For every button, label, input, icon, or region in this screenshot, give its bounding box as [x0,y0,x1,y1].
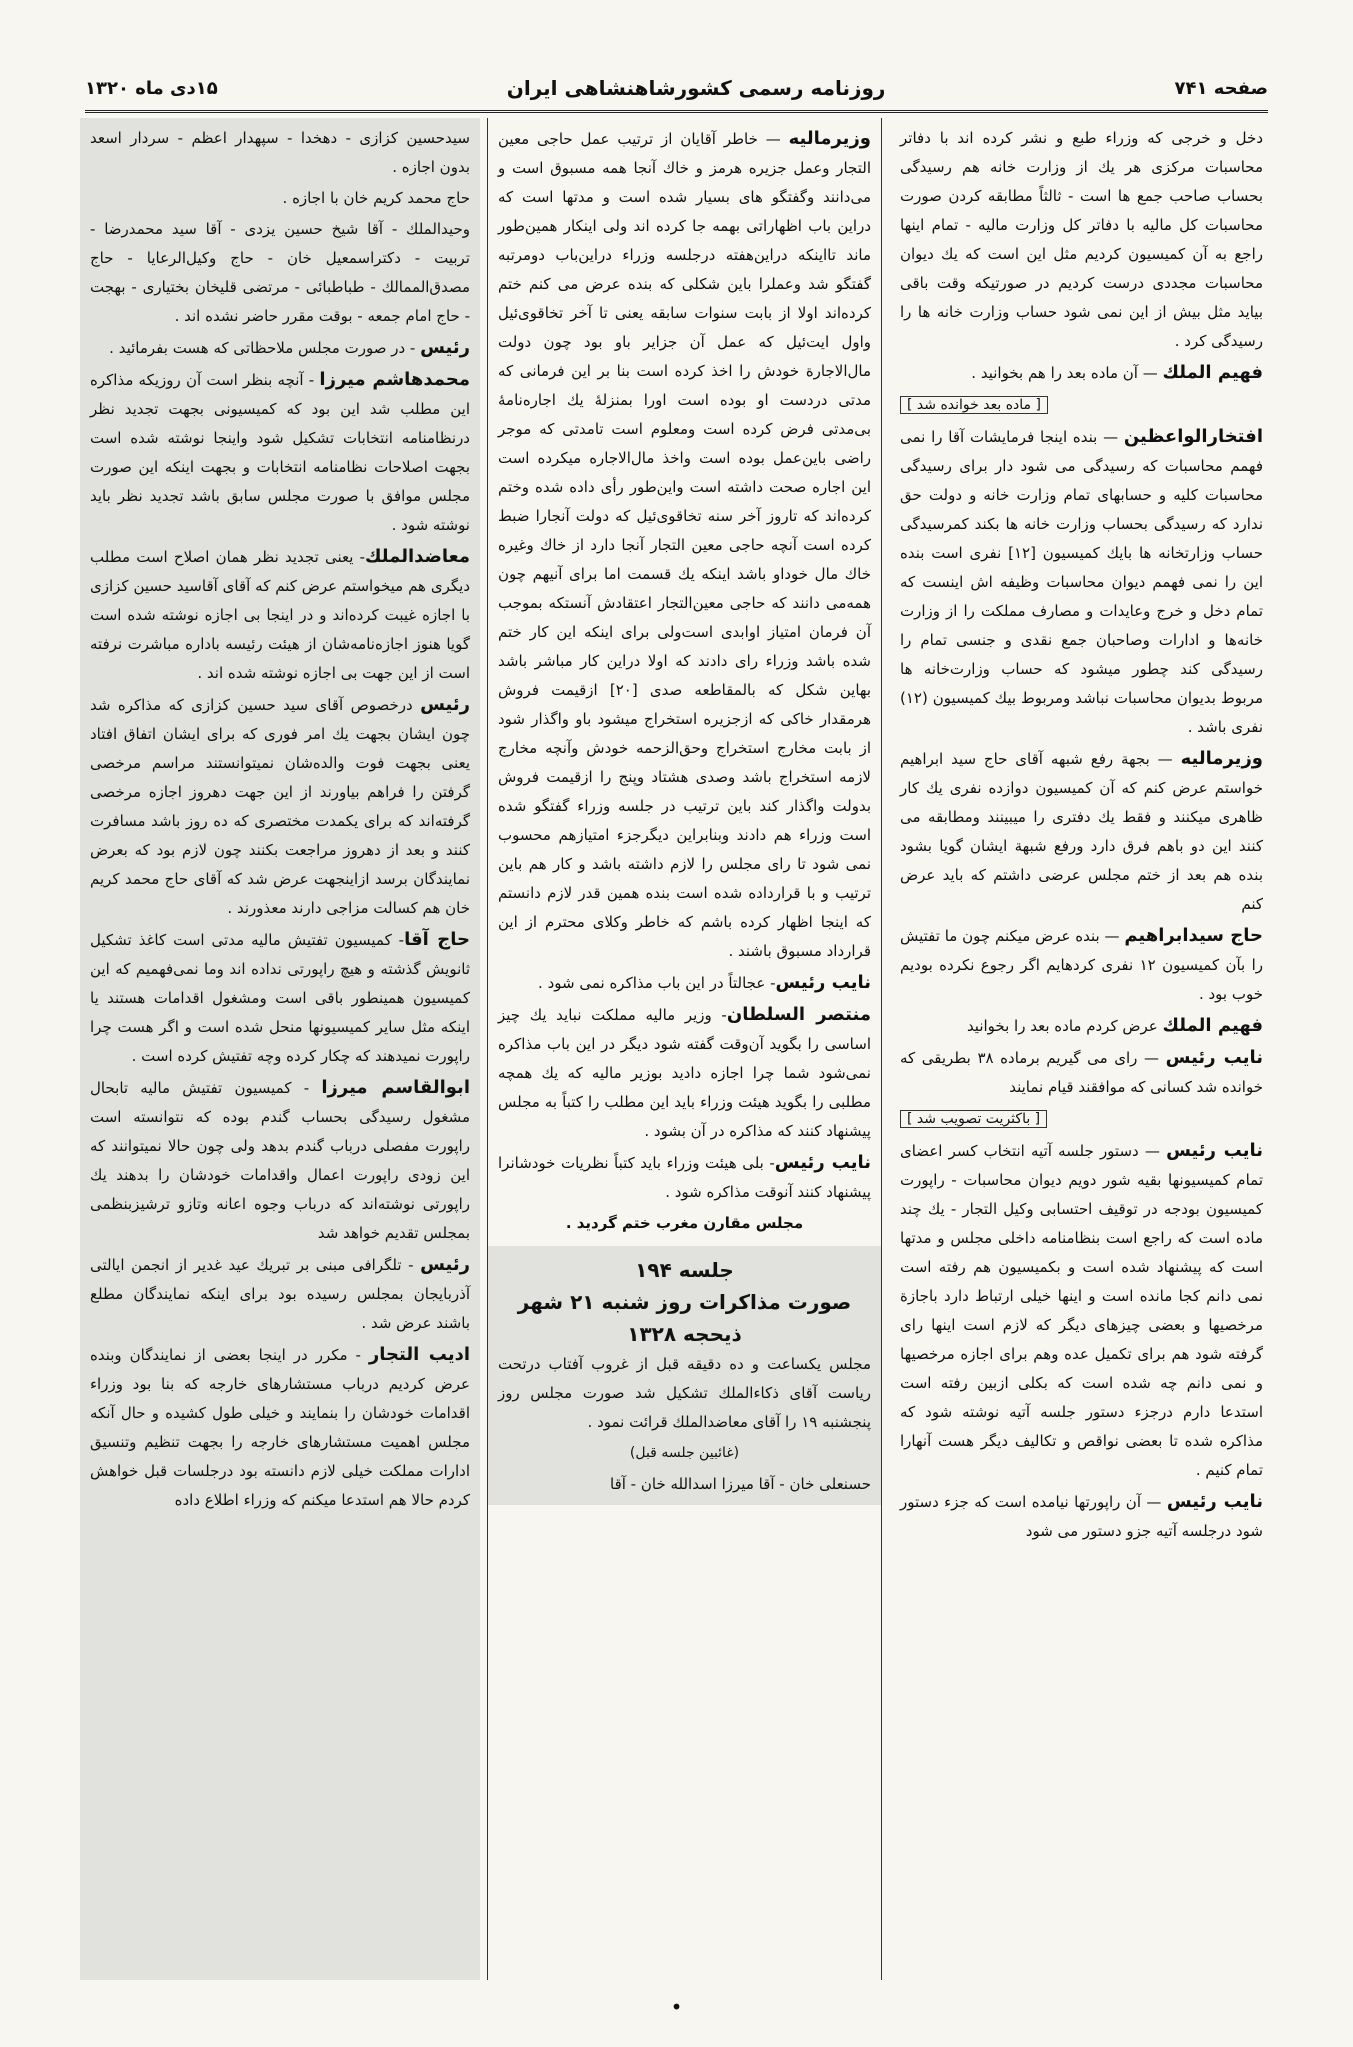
bracket-note-text: [ باکثریت تصویب شد ] [900,1110,1047,1128]
text-paragraph: وحیدالملك - آقا شیخ حسین یزدی - آقا سید محمدرضا - تربیت - دکتراسمعیل خان - حاج وکیل‌الرعایا - حاج مصدق‌الممالك - طباطبائی - مرتضی قلیخان بختیاری - بهجت - حاج امام جمعه - بوقت مقرر حاضر نشده اند . [90,220,470,325]
speech-paragraph [498,1000,871,1146]
speaker-name: وزیرمالیه [1180,748,1263,769]
speech-paragraph [90,690,470,923]
speech-text: — دستور جلسه آتیه انتخاب کسر اعضای تمام کمیسیونها بقیه شور دویم دیوان محاسبات - راپورت کمیسیون بودجه در توقیف احتسابی وکیل التجار - یك چند ماده است که راجع است بنظامنامه داخلی مجلس و مدتها است که پیشنهاد شده است و بکمیسیون هم رفته است نمی دانم کجا مانده است و اینها خیلی ارتباط دارد باجازة مرخصیها و بعضی چیزهای دیگر که لازم است اینها رای گرفته شود هم برای تکمیل عده وهم برای اجازه مرخصیها و نمی دانم چه شده است که بکلی ازبین رفته است استدعا دارم درجزء دستور جلسه آتیه نوشته شود که مذاکره شده تا بعضی نواقص و تکالیف دیگر هست آنهارا تمام کنیم . [900,1142,1263,1479]
speech-text: - کمیسیون تفتیش مالیه تابحال مشغول رسیدگی بحساب گندم بوده که نتوانسته است راپورت مفصلی درباب گندم بدهد ولی چون حالا نمیتوانند که این زودی راپورت اعمال واقدامات خودشان را بدهند یك راپورتی نوشته‌اند که درباب وجوه اعانه وتازو ترشیزبنظمی بمجلس تقدیم خواهد شد [90,1079,470,1242]
speech-paragraph [900,744,1263,919]
speech-paragraph [900,1136,1263,1485]
speech-text: — آن راپورتها نیامده است که جزء دستور شود درجلسه آتیه جزو دستور می شود [900,1493,1263,1540]
text-paragraph: حسنعلی خان - آقا میرزا اسدالله خان - آقا [610,1475,871,1493]
speech-text: - یعنی تجدید نظر همان اصلاح است مطلب دیگری هم میخواستم عرض کنم که آقای آقاسید حسین کزازی با اجازه غیبت کرده‌اند و در اینجا بی اجازه نوشته شده است گویا هنوز اجازه‌نامه‌شان از هیئت رئیسه باداره مباشرت نرفته است از این جهت بی اجازه نوشته شده اند . [90,548,470,682]
speaker-name: حاج آقا [404,929,470,950]
speech-paragraph [90,1073,470,1248]
footer-mark: • [670,1995,683,2019]
speech-text: - تلگرافی مبنی بر تبریك عید غدیر از انجمن ایالتی آذربایجان بمجلس رسیده بود برای اینکه نمایندگان مطلع باشند عرض شد . [90,1256,470,1332]
speaker-name: فهیم الملك [1162,1015,1263,1036]
speech-text: — رای می گیریم برماده ۳۸ بطریقی که خوانده شد کسانی که موافقند قیام نمایند [900,1049,1263,1096]
speech-paragraph [900,1043,1263,1102]
text-paragraph: مجلس یکساعت و ده دقیقه قبل از غروب آفتاب درتحت ریاست آقای ذکاءالملك تشکیل شد صورت مجلس روز پنجشنبه ۱۹ را آقای معاضدالملك قرائت نمود . [498,1355,871,1431]
bracket-note [900,1104,1263,1134]
speaker-name: نایب رئیس [1166,1491,1264,1512]
speaker-name: ادیب التجار [368,1344,470,1365]
speaker-name: محمدهاشم میرزا [319,369,470,390]
speech-text: عرض کردم ماده بعد را بخوانید [966,1017,1163,1035]
speech-paragraph [900,921,1263,1009]
column-right [890,118,1273,1980]
speech-text: - کمیسیون تفتیش مالیه مدتی است کاغذ تشکیل ثانویش گذشته و هیچ راپورتی نداده اند وما نمی‌فهمیم که این کمیسیون همینطور باقی است ومشغول اقدامات هستند یا اینکه مثل سایر کمیسیونها منحل شده است و اگر هست چرا راپورت نمیدهند که چکار کرده وچه تفتیش کرده است . [90,931,470,1065]
speaker-name: نایب رئیس [1165,1047,1263,1068]
speech-text: — بنده اینجا فرمایشات آقا را نمی فهمم محاسبات که رسیدگی می شود دار برای رسیدگی محاسبات کلیه و حسابهای تمام وزارت خانه و دولت حق ندارد که رسیدگی بحساب وزارت خانه ها بکند کمرسیدگی حساب وزارتخانه ها بایك کمیسیون [۱۲] نفری است بنده این را نمی فهمم دیوان محاسبات وظیفه اش اینست که تمام دخل و خرج وعایدات و مصارف مملکت را از وزارت خانه‌ها و ادارات وصاحبان جمع نقدی و جنسی تمام را رسیدگی کند چطور میشود که حساب وزارت‌خانه ها مربوط بدیوان محاسبات نباشد ومربوط بیك کمیسیون (۱۲) نفری باشد . [900,428,1263,736]
speech-paragraph [90,1250,470,1338]
bracket-note [900,390,1263,420]
column-left [80,118,480,1980]
speech-paragraph [90,333,470,363]
speech-text: - عجالتاً در این باب مذاکره نمی شود . [538,974,776,992]
speech-text: - بلی هیئت وزراء باید کتباً نظریات خودشانرا پیشنهاد کنند آنوقت مذاکره شود . [498,1154,871,1201]
column-middle [487,118,882,1980]
speech-paragraph [498,968,871,998]
speech-paragraph [900,422,1263,742]
session-close-line: مجلس مقارن مغرب ختم گردید . [565,1214,804,1232]
speech-paragraph [90,542,470,688]
page-header [85,66,1268,113]
speech-paragraph [900,358,1263,388]
speaker-name: وزیرمالیه [788,128,871,149]
issue-date: ۱۵دی ماه ۱۳۲۰ [85,77,218,99]
speaker-name: رئیس [420,1254,470,1275]
session-number: جلسه ۱۹۴ [635,1258,734,1282]
text-paragraph: سیدحسین کزازی - دهخدا - سپهدار اعظم - سردار اسعد بدون اجازه . [90,129,470,176]
speaker-name: افتخارالواعظین [1123,426,1263,447]
bracket-note-text: [ ماده بعد خوانده شد ] [900,396,1048,414]
speaker-name: رئیس [420,694,470,715]
speech-paragraph [498,124,871,966]
text-paragraph: دخل و خرجی که وزراء طبع و نشر کرده اند با دفاتر محاسبات مرکزی هر یك از وزارت خانه هم رسیدگی بحساب صاحب جمع ها است - ثالثاً مطابقه کردن صورت محاسبات کل مالیه با دفاتر کل وزارت مالیه - تمام اینها راجع به آن کمیسیون کردیم مثل این است که یك دیوان محاسبات مجددی درست کردیم در صورتیکه وقت باقی بیاید مثل بیش از این نمی شود حساب وزارت خانه ها را رسیدگی کرد . [900,129,1263,350]
text-paragraph: حاج محمد کریم خان با اجازه . [282,189,470,207]
speech-text: - آنچه بنظر است آن روزیکه مذاکره این مطلب شد این بود که کمیسیونی بجهت تجدید نظر درنظامنامه انتخابات تشکیل شود واینجا نوشته شده است بجهت اصلاحات نظامنامه انتخابات و بجهت اینکه این صورت مجلس موافق با صورت مجلس سابق باشد تجدید نظر باید نوشته شود . [90,371,470,534]
speech-text: - در صورت مجلس ملاحظاتی که هست بفرمائید . [109,339,421,357]
speech-paragraph [900,1011,1263,1041]
speaker-name: معاضدالملك [365,546,470,567]
speaker-name: منتصر السلطان [726,1004,871,1025]
speaker-name: نایب رئیس [1166,1140,1263,1161]
newspaper-title: روزنامه رسمی کشورشاهنشاهی ایران [506,76,886,100]
page-number: صفحه ۷۴۱ [1174,77,1268,99]
speech-text: — بجهة رفع شبهه آقای حاج سید ابراهیم خواستم عرض کنم که آن کمیسیون دوازده نفری یك کار ظاهری میکنند و فقط یك دفتری را میبینند ومطابقه می کنند این دو باهم فرق دارد ورفع شبهة ایشان گویا بشود بنده هم بعد از ختم مجلس عرضی داشتم که باید عرض کنم [900,750,1263,913]
speaker-name: فهیم الملك [1162,362,1263,383]
speech-paragraph [90,1340,470,1515]
speaker-name: ابوالقاسم میرزا [321,1077,470,1098]
speaker-name: حاج سیدابراهیم [1124,925,1263,946]
speech-paragraph [90,925,470,1071]
speech-paragraph [900,1487,1263,1546]
speech-text: - مکرر در اینجا بعضی از نمایندگان وبنده عرض کردیم درباب مستشارهای خارجه که بنا بود وزراء اقدامات خودشان را بنمایند و خیلی طول کشیده و حال آنکه مجلس اهمیت مستشارهای خارجه را بجهت تنظیم وتنسیق ادارات مملکت خیلی لازم دانسته بود درجلسات قبل خواهش کردم حالا هم استدعا میکنم که وزراء اطلاع داده [90,1346,470,1509]
speech-text: درخصوص آقای سید حسین کزازی که مذاکره شد چون ایشان بجهت یك امر فوری که برای ایشان اتفاق افتاد یعنی بجهت فوت والده‌شان نمیتوانستند مراسم مرخصی گرفتن را فراهم بیاورند از این جهت دهروز اجازه مرخصی گرفته‌اند که برای یکمدت مختصری که ده روز باشد مسافرت کنند و بعد از دهروز مراجعت بکنند چون لازم بود که بعرض نمایندگان برسد ازاینجهت عرض شد که آقای حاج محمد کریم خان هم کسالت مزاجی دارند معذورند . [90,696,470,917]
speech-paragraph [498,1148,871,1207]
speech-text: — بنده عرض میکنم چون ما تفتیش را بآن کمیسیون ۱۲ نفری کردهایم اگر رجوع نکرده بودیم خوب بود . [900,927,1263,1003]
speech-text: — آن ماده بعد را هم بخوانید . [971,364,1163,382]
speech-text: — خاطر آقایان از ترتیب عمل حاجی معین التجار وعمل جزیره هرمز و خاك آنجا همه مسبوق است و می‌دانند وگفتگو های بسیار شده است و مدتها است که دراین باب اظهاراتی بهمه جا کرده اند ولی اینکار همین‌طور ماند تااینکه دراین‌هفته درجلسه وزراء دراین‌باب دومرتبه گفتگو شد وعملرا باین شکلی که بنده عرض می کنم ختم کرده‌اند اولا از بابت سنوات سابقه یعنی تا آخر تخاقوی‌ئیل واول ایت‌ئیل که عمل آن جزایر باو بود چون دولت مال‌الاجارة خودش را اخذ کرده است بنا بر این فرمانی که مدتی دردست او بوده است اورا بمنزلهٔ یك اجاره‌نامهٔ بی‌مدتی فرض کرده است ومعلوم است تامدتی که موجر راضی باین‌عمل بوده است واخذ مال‌الاجاره میکرده است این اجاره صحت داشته است واین‌طور رأی داده شده وختم کرده‌اند که تاروز آخر سنه تخاقوی‌ئیل که دولت آنجارا ضبط کرده است آنچه حاجی معین التجار آنجا دارد از خاك وغیره خاك مال خوداو باشد اینکه یك قسمت اما برای آنیهم چون همه‌می دانند که حاجی معین‌التجار اعتقادش آنستکه بموجب آن فرمان امتیاز اوابدی است‌ولی برای اینکه این کار ختم شده باشد وزراء رای دادند که اولا دراین کار مباشر باشد بهاین شکل که بالمقاطعه صدی [۲۰] ازقیمت فروش هرمقدار خاکی که ازجزیره استخراج میشود باو واگذار شود از بابت مخارج استخراج وحق‌الزحمه خودش وآنچه مخارج لازمه استخراج باشد وصدی هشتاد وپنج را ازقیمت فروش بدولت واگذار کند باین ترتیب در جلسه وزراء گفتگو شده است وزراء هم دادند وبنابراین دیگرجزء امتیازهم محسوب نمی شود تا رای مجلس را لازم داشته باشد و کار هم باین ترتیب و با قرارداده شده است بنده همین قدر لازم دانستم که اینجا اظهار کرده باشم که خاطر وکلای محترم از این قرارداد مسبوق باشند . [498,130,871,960]
session-header-box [488,1246,881,1505]
speech-paragraph [90,365,470,540]
speaker-name: نایب رئیس [774,1152,871,1173]
speaker-name: نایب رئیس [775,972,871,993]
speech-text: - وزیر مالیه مملکت نباید یك چیز اساسی را بگوید آن‌وقت گفته شود دیگر در این باب مذاکره نمی‌شود شما چرا اجازه دادید بوزیر مالیه که یك همچه مطلبی را بگوید هیئت وزراء باید این مطلب را کتباً به مجلس پیشنهاد کنند که مذاکره در آن بشود . [498,1006,871,1140]
speaker-name: رئیس [420,337,470,358]
absent-heading: (غائبین جلسه قبل) [629,1445,740,1461]
session-date-title: صورت مذاکرات روز شنبه ۲۱ شهر ذیحجه ۱۳۲۸ [517,1290,852,1346]
